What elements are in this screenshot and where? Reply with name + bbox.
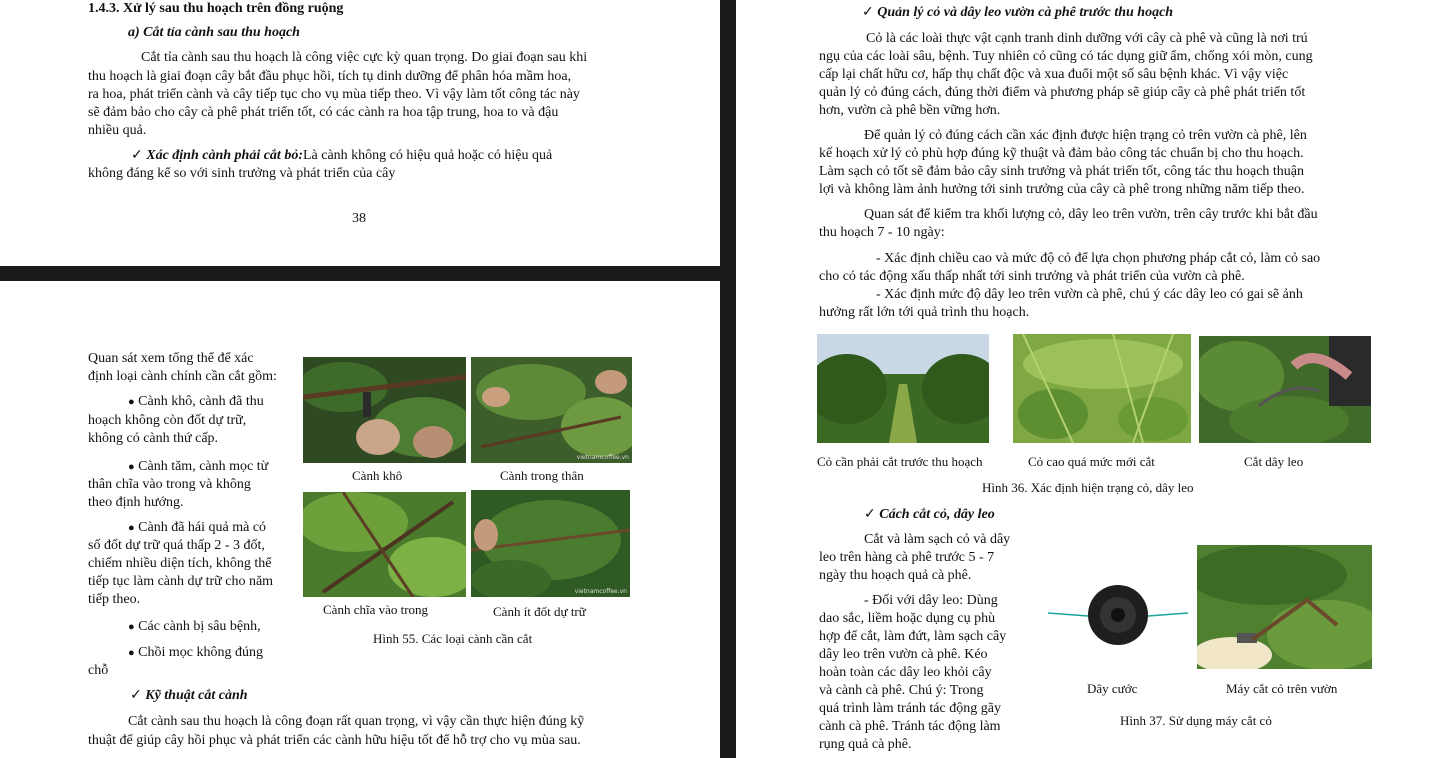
paragraph-line: theo định hướng. [88,495,184,510]
technique-heading-line: ✓ Kỹ thuật cắt cành [130,688,248,703]
photo-crossing-branch [303,492,466,597]
section-heading: 1.4.3. Xử lý sau thu hoạch trên đồng ruộng [88,1,344,16]
figure-caption: Hình 55. Các loại cành cần cắt [373,631,533,646]
paragraph-line: - Xác định mức độ dây leo trên vườn cà phê, chú ý các dây leo có gai sẽ ảnh [876,287,1303,302]
paragraph-line: Để quản lý cỏ đúng cách cần xác định được hiện trạng cỏ trên vườn cà phê, lên [864,128,1307,143]
paragraph-line: Cắt cành sau thu hoạch là công đoạn rất quan trọng, vì vậy cần thực hiện đúng kỹ [128,714,585,729]
photo-caption: Cành chĩa vào trong [323,602,429,617]
paragraph-line: dây leo trên vườn cà phê. Kéo [819,647,988,662]
list-item: ● Các cành bị sâu bệnh, [128,619,261,634]
paragraph-line: cấp lại chất hữu cơ, hấp thụ chất độc và xua đuổi một số sâu bệnh khác. Vì vậy việc [819,67,1289,82]
photo-caption: Cỏ cao quá mức mới cắt [1028,454,1155,469]
paragraph-line: Cắt tỉa cành sau thu hoạch là công việc cực kỳ quan trọng. Do giai đoạn sau khi [141,50,588,65]
list-item: ● Cành đã hái quả mà có [128,520,267,535]
paragraph-line: ngụ của các loài sâu, bệnh. Tuy nhiên cỏ cũng có tác dụng giữ ẩm, chống xói mòn, cung [819,49,1313,64]
section-heading-line: ✓ Quản lý cỏ và dây leo vườn cà phê trước thu hoạch [862,5,1174,20]
paragraph-line: dao sắc, liềm hoặc dụng cụ phù [819,611,996,626]
paragraph-line: hưởng rất lớn tới quả trình thu hoạch. [819,305,1030,320]
paragraph-line: ra hoa, phát triển cành và cây tiếp tục cho vụ mùa tiếp theo. Vì vậy làm tốt công tác này [88,87,580,102]
paragraph-line: ngày thu hoạch quả cà phê. [819,568,972,583]
paragraph-line: Quan sát xem tổng thể để xác [88,351,254,366]
document-page-39 [0,281,720,758]
photo-caption: Cành trong thân [500,468,584,483]
subsection-heading: a) Cắt tỉa cành sau thu hoạch [128,25,300,40]
photo-cutting-vines [1199,336,1371,443]
paragraph-line: kế hoạch xử lý cỏ phù hợp đúng kỹ thuật và đảm bảo công tác chuẩn bị cho thu hoạch. [819,146,1304,161]
check-icon: ✓ [864,507,876,522]
photo-watermark: vietnamcoffee.vn [576,454,629,461]
bullet-icon: ● [128,522,135,534]
paragraph-line: tiếp tục làm cành dự trữ cho năm [88,574,274,589]
paragraph-line: Quan sát để kiểm tra khối lượng cỏ, dây leo trên vườn, trên cây trước khi bắt đầu [864,207,1318,222]
photo-dry-branch [303,357,466,463]
paragraph-line: leo trên hàng cà phê trước 5 - 7 [819,550,995,565]
list-item: ● Cành khô, cành đã thu [128,394,264,409]
photo-few-nodes-branch [471,490,630,597]
bullet-icon: ● [128,396,135,408]
paragraph-line: và cành cà phê. Chú ý: Trong [819,683,984,698]
paragraph-line: quản lý cỏ đúng cách, đúng thời điểm và phương pháp sẽ giúp cây cà phê phát triển tốt [819,85,1306,100]
photo-caption: Cỏ cần phải cắt trước thu hoạch [817,454,983,469]
document-page-38 [0,0,720,266]
paragraph-line: số đốt dự trữ quá thấp 2 - 3 đốt, [88,538,265,553]
paragraph-line: hoạch không còn đốt dự trữ, [88,413,247,428]
branch-criteria-label: Xác định cành phải cắt bỏ: [146,148,303,163]
paragraph-line: - Xác định chiều cao và mức độ cỏ để lựa chọn phương pháp cắt cỏ, làm cỏ sao [876,251,1321,266]
document-page-right [736,0,1456,758]
paragraph-line: Cỏ là các loài thực vật cạnh tranh dinh dưỡng với cây cà phê và cũng là nơi trú [866,31,1308,46]
figure-caption: Hình 36. Xác định hiện trạng cỏ, dây leo [982,480,1194,495]
photo-watermark: vietnamcoffee.vn [574,588,627,595]
paragraph-line: rụng quả cà phê. [819,737,912,752]
paragraph-line: định loại cành chính cần cắt gồm: [88,369,277,384]
bullet-icon: ● [128,621,135,633]
photo-caption: Cắt dây leo [1244,454,1304,469]
paragraph-line: Làm sạch cỏ tốt sẽ đảm bảo cây sinh trưởng và phát triển tốt, công tác thu hoạch thuận [819,164,1305,179]
paragraph-line: lợi và không làm ảnh hưởng tới sinh trưởng của cây cà phê trong những năm tiếp theo. [819,182,1305,197]
list-item: ● Chồi mọc không đúng [128,645,263,660]
paragraph-line: - Đối với dây leo: Dùng [864,593,998,608]
photo-caption: Cành ít đốt dự trữ [493,604,586,619]
list-item: ● Cành tăm, cành mọc từ [128,459,269,474]
paragraph-line: cho có tác động xấu thấp nhất tới sinh trưởng và phát triển của vườn cà phê. [819,269,1245,284]
paragraph-line: chỗ [88,663,109,678]
paragraph-line: không có cành thứ cấp. [88,431,219,446]
photo-weeds-before-harvest [817,334,989,443]
bullet-icon: ● [128,647,135,659]
check-icon: ✓ [862,5,874,20]
paragraph-line: hoàn toàn các dây leo khỏi cây [819,665,992,680]
paragraph-line: thu hoạch là giai đoạn cây bắt đầu phục hồi, tích tụ dinh dưỡng để phân hóa mầm hoa, [88,69,572,84]
trimmer-line-illustration [1048,580,1188,650]
photo-inner-branch [471,357,632,463]
paragraph-line: thu hoạch 7 - 10 ngày: [819,225,945,240]
branch-criteria-line [131,147,552,164]
paragraph-line: sẽ đảm bảo cho cây cà phê phát triển tốt, có các cành ra hoa tập trung, hoa to và đậu [88,105,559,120]
paragraph-line: thuật để giúp cây hồi phục và phát triển các cành hữu hiệu tốt để hỗ trợ cho vụ mùa sau. [88,733,581,748]
check-icon: ✓ [130,688,142,703]
photo-tall-weeds [1013,334,1191,443]
paragraph-line: cành cà phê. Tránh tác động làm [819,719,1001,734]
paragraph-line: tiếp theo. [88,592,141,607]
check-icon: ✓ [131,148,143,163]
figure-caption: Hình 37. Sử dụng máy cắt cỏ [1120,713,1272,728]
paragraph-line: thân chĩa vào trong và không [88,477,251,492]
photo-caption: Cành khô [352,468,403,483]
paragraph-line: Cắt và làm sạch cỏ và dây [864,532,1011,547]
paragraph-line: hơn, vườn cà phê bền vững hơn. [819,103,1001,118]
photo-grass-cutter [1197,545,1372,669]
paragraph-line: nhiều quả. [88,123,147,138]
paragraph-line: hợp để cắt, làm đứt, làm sạch cây [819,629,1007,644]
paragraph-line: không đáng kể so với sinh trưởng và phát triển của cây [88,166,396,181]
photo-caption: Máy cắt cỏ trên vườn [1226,681,1338,696]
page-number: 38 [352,211,366,226]
photo-caption: Dây cước [1087,681,1138,696]
paragraph-line: quá trình làm tránh tác động gãy [819,701,1001,716]
paragraph-line: chiếm nhiều diện tích, không thể [88,556,272,571]
branch-criteria-text: Là cành không có hiệu quả hoặc có hiệu quả [302,148,553,163]
cutting-heading-line: ✓ Cách cắt cỏ, dây leo [864,507,995,522]
bullet-icon: ● [128,461,135,473]
